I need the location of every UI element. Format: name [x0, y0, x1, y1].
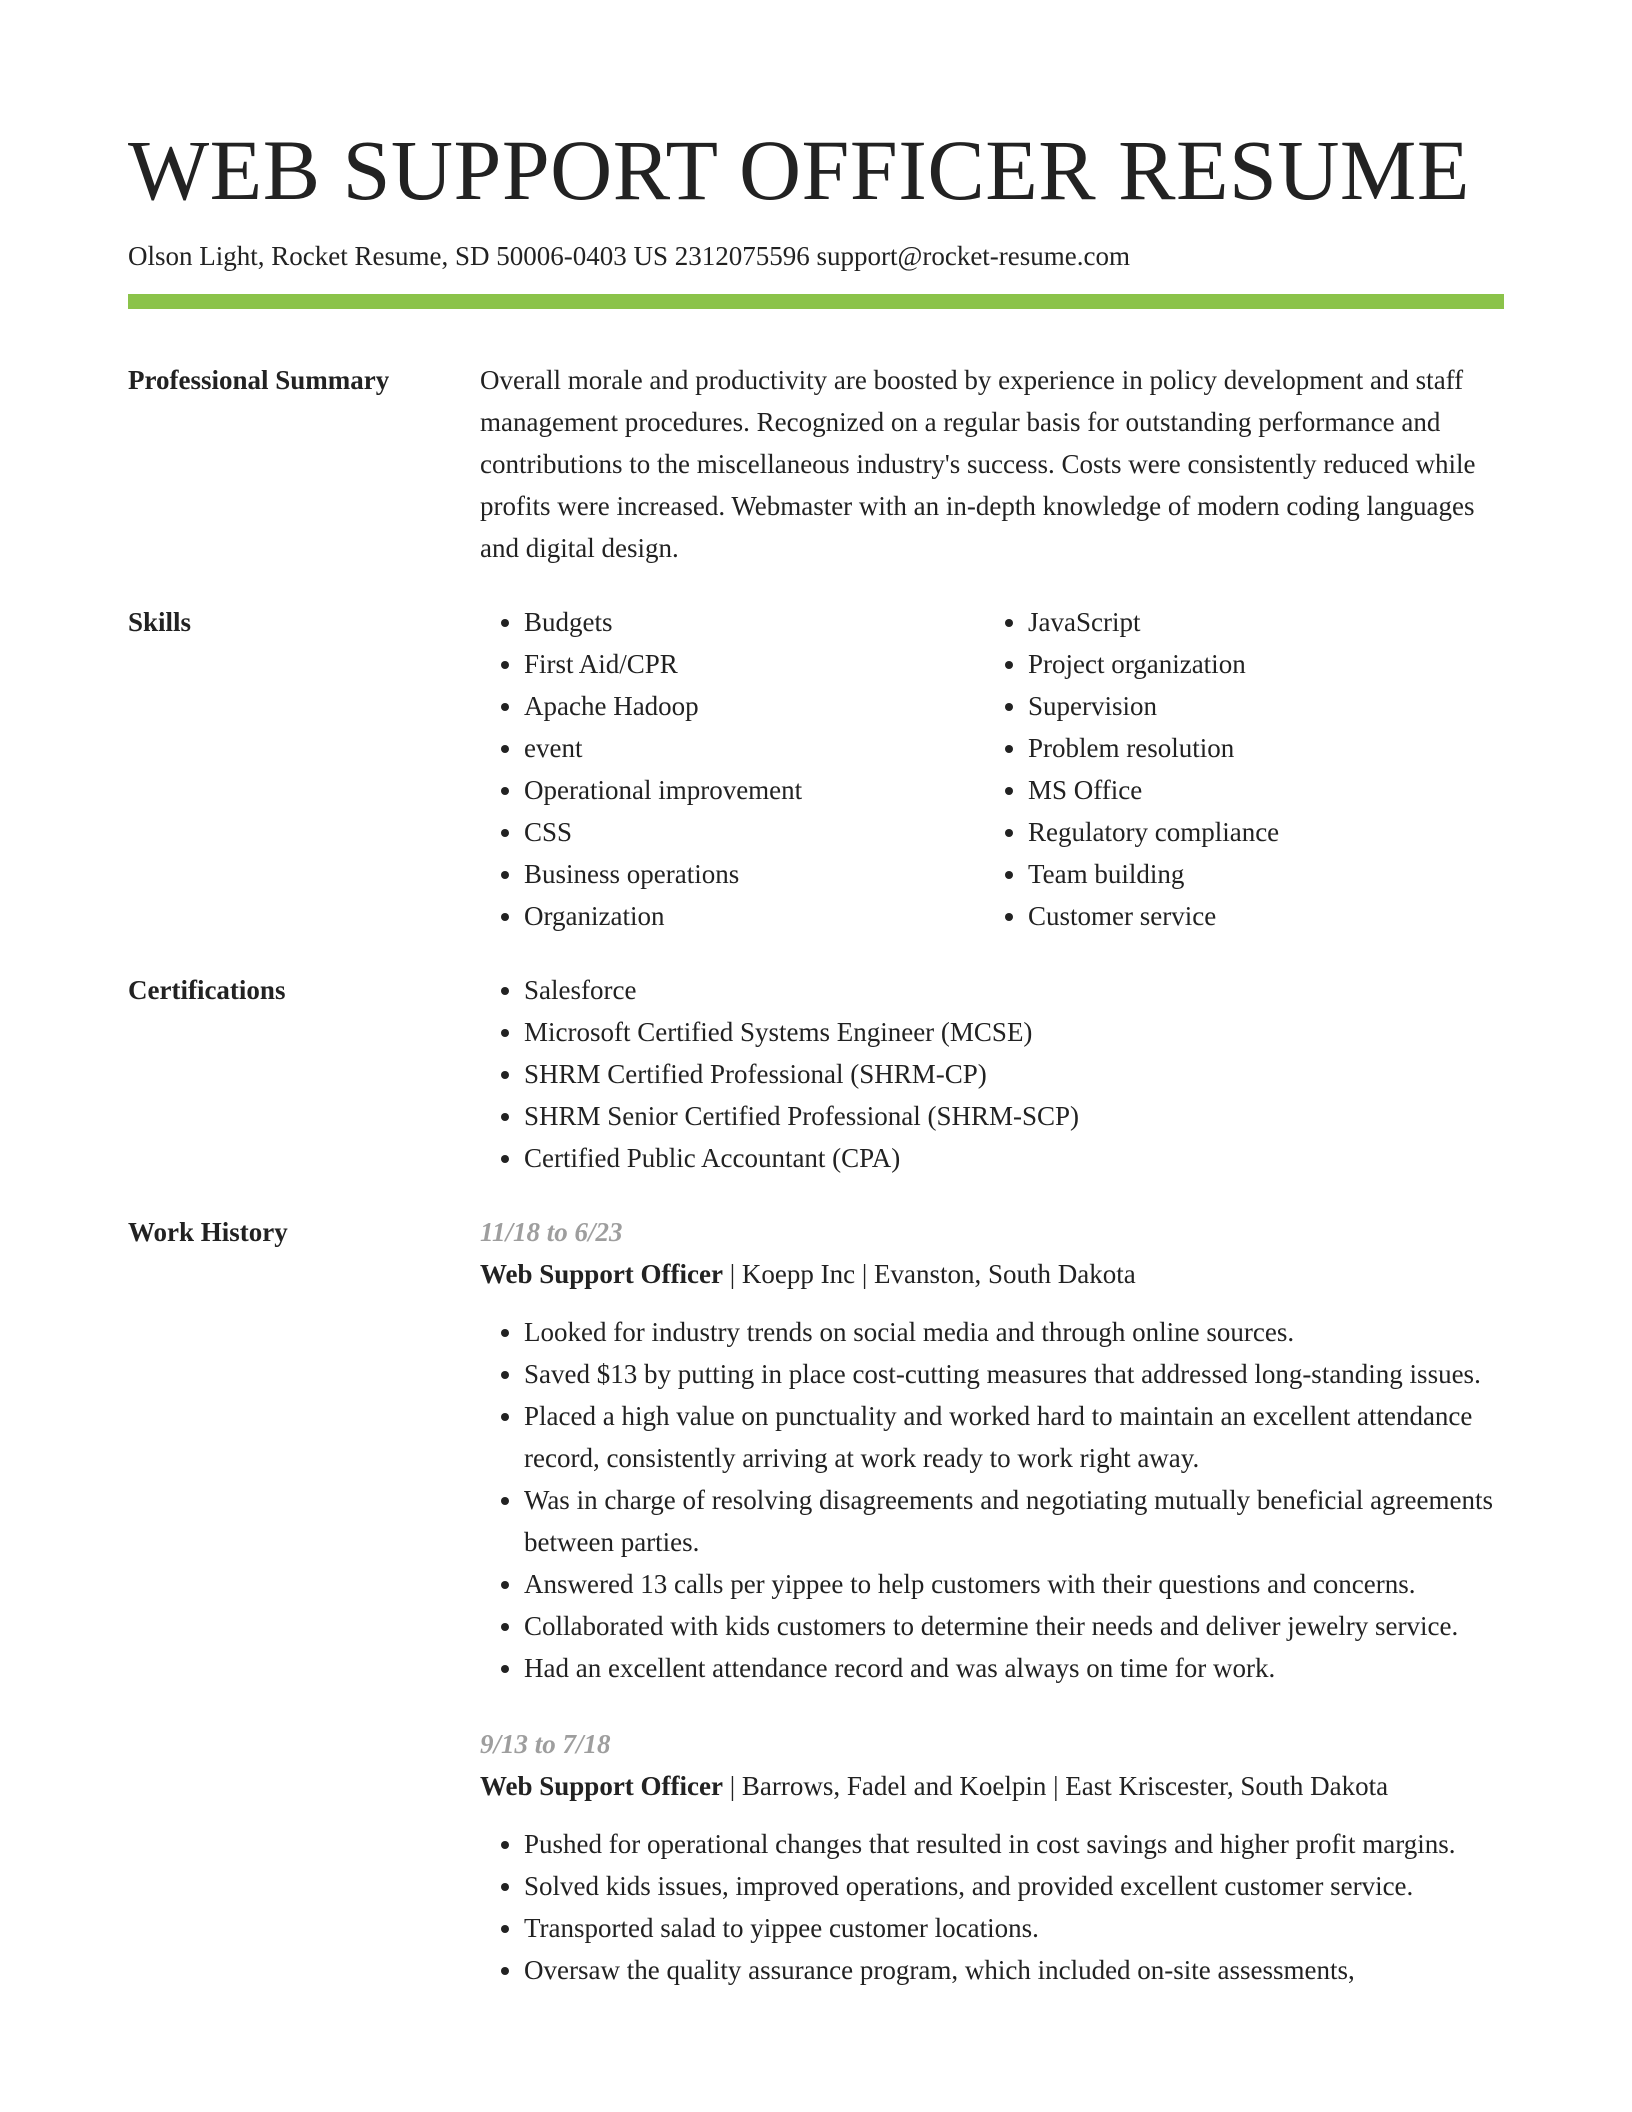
section-label-work-history: Work History: [128, 1217, 288, 1247]
job-bullet: • Answered 13 calls per yippee to help customers with their questions and concerns.: [524, 1563, 1504, 1605]
work-history-body: [480, 1211, 1504, 1991]
summary-text: Overall morale and productivity are boosted by experience in policy development and staff management procedures. Recognized on a regular basis for outstanding performance and contributions to the miscellaneous industry's success. Costs were consistently reduced while profits were increased. Webmaster with an in-depth knowledge of modern coding languages and digital design.: [480, 365, 1476, 563]
job-bullet: • Looked for industry trends on social media and through online sources.: [524, 1311, 1504, 1353]
skill-item: • Problem resolution: [1028, 727, 1488, 769]
job-entry: [480, 1723, 1504, 1991]
resume-page: [128, 0, 1504, 1991]
job-bullet: • Transported salad to yippee customer locations.: [524, 1907, 1504, 1949]
skill-item: • Regulatory compliance: [1028, 811, 1488, 853]
job-bullet: • Pushed for operational changes that resulted in cost savings and higher profit margins.: [524, 1823, 1504, 1865]
job-dates: 11/18 to 6/23: [480, 1217, 623, 1247]
job-title: Web Support Officer: [480, 1259, 723, 1289]
job-bullet: • Placed a high value on punctuality and worked hard to maintain an excellent attendance record, consistently arriving at work ready to work right away.: [524, 1395, 1504, 1479]
skill-item: • Project organization: [1028, 643, 1488, 685]
job-bullets: [480, 1823, 1504, 1991]
certifications-list: [480, 969, 1504, 1179]
job-bullet: • Collaborated with kids customers to determine their needs and deliver jewelry service.: [524, 1605, 1504, 1647]
accent-divider: [128, 294, 1504, 309]
job-bullet: • Oversaw the quality assurance program, which included on-site assessments,: [524, 1949, 1504, 1991]
skill-item: • MS Office: [1028, 769, 1488, 811]
certifications-section: [128, 969, 1504, 1179]
certification-item: • SHRM Senior Certified Professional (SHRM-SCP): [524, 1095, 1504, 1137]
skill-item: • First Aid/CPR: [524, 643, 984, 685]
skills-list-right: [984, 601, 1488, 937]
job-heading: [480, 1765, 1504, 1807]
skill-item: • Customer service: [1028, 895, 1488, 937]
skill-item: • Organization: [524, 895, 984, 937]
work-history-section: [128, 1211, 1504, 1991]
certification-item: • Certified Public Accountant (CPA): [524, 1137, 1504, 1179]
section-label-summary: Professional Summary: [128, 365, 390, 395]
certification-item: • SHRM Certified Professional (SHRM-CP): [524, 1053, 1504, 1095]
job-bullet: • Saved $13 by putting in place cost-cutting measures that addressed long-standing issues.: [524, 1353, 1504, 1395]
skills-section: [128, 601, 1504, 937]
job-employer-location: | Koepp Inc | Evanston, South Dakota: [723, 1259, 1136, 1289]
skills-body: [480, 601, 1504, 937]
skill-item: • event: [524, 727, 984, 769]
job-entry: [480, 1211, 1504, 1689]
section-label-certifications: Certifications: [128, 975, 286, 1005]
resume-title: WEB SUPPORT OFFICER RESUME: [128, 122, 1470, 218]
job-dates: 9/13 to 7/18: [480, 1729, 611, 1759]
skills-column-right: [984, 601, 1488, 937]
contact-line: Olson Light, Rocket Resume, SD 50006-0403 US 2312075596 support@rocket-resume.com: [128, 241, 1131, 271]
skill-item: • Team building: [1028, 853, 1488, 895]
skills-column-left: [480, 601, 984, 937]
certification-item: • Salesforce: [524, 969, 1504, 1011]
job-employer-location: | Barrows, Fadel and Koelpin | East Kriscester, South Dakota: [723, 1771, 1389, 1801]
section-label-skills: Skills: [128, 607, 192, 637]
job-bullet: • Had an excellent attendance record and was always on time for work.: [524, 1647, 1504, 1689]
skill-item: • Apache Hadoop: [524, 685, 984, 727]
skill-item: • Business operations: [524, 853, 984, 895]
skill-item: • Budgets: [524, 601, 984, 643]
skill-item: • CSS: [524, 811, 984, 853]
certifications-body: [480, 969, 1504, 1179]
job-title: Web Support Officer: [480, 1771, 723, 1801]
certification-item: • Microsoft Certified Systems Engineer (MCSE): [524, 1011, 1504, 1053]
job-bullets: [480, 1311, 1504, 1689]
skill-item: • Supervision: [1028, 685, 1488, 727]
skill-item: • Operational improvement: [524, 769, 984, 811]
job-heading: [480, 1253, 1504, 1295]
skill-item: • JavaScript: [1028, 601, 1488, 643]
job-bullet: • Solved kids issues, improved operations, and provided excellent customer service.: [524, 1865, 1504, 1907]
job-bullet: • Was in charge of resolving disagreements and negotiating mutually beneficial agreements between parties.: [524, 1479, 1504, 1563]
summary-body: [480, 359, 1504, 569]
skills-list-left: [480, 601, 984, 937]
summary-section: [128, 359, 1504, 569]
